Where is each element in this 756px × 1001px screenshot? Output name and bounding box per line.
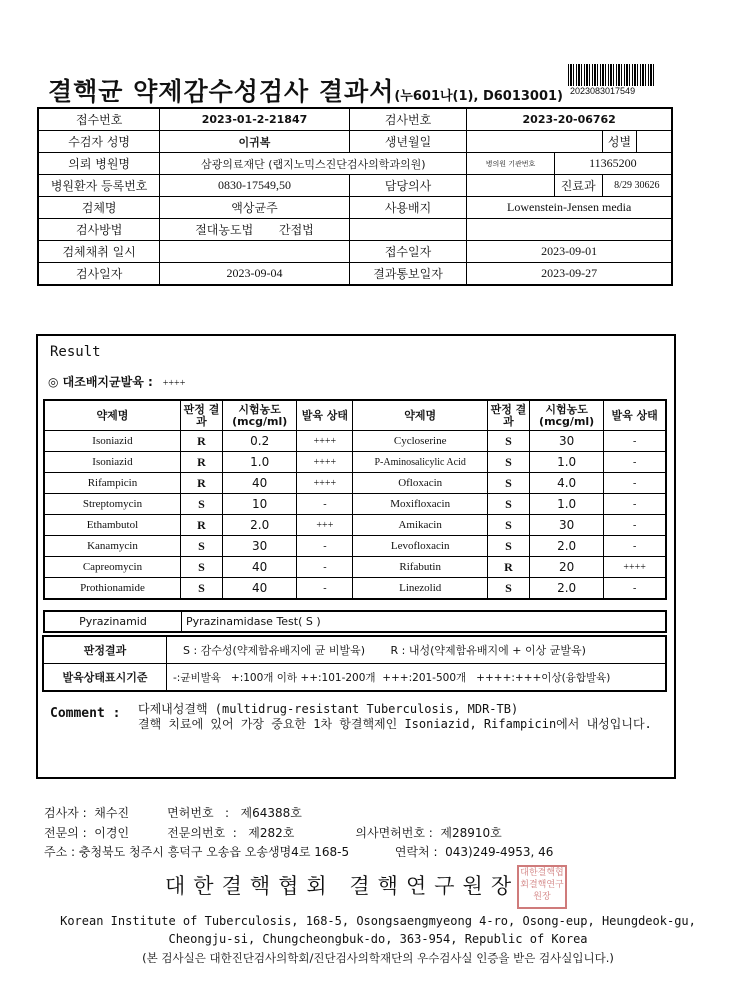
specimen-label: 검체명	[38, 197, 160, 219]
drug-name: Ofloxacin	[353, 473, 487, 494]
drug-name: Moxifloxacin	[353, 494, 487, 515]
drug-result: S	[487, 515, 529, 536]
comment-line-2: 결핵 치료에 있어 가장 중요한 1차 항결핵제인 Isoniazid, Rifampicin에서 내성입니다.	[138, 717, 652, 731]
drug-name: Ethambutol	[44, 515, 180, 536]
title-code: (누601나(1), D6013001)	[394, 89, 563, 104]
reg-no-label: 병원환자 등록번호	[38, 175, 160, 197]
test-date-label: 검사일자	[38, 263, 160, 286]
method-value	[160, 219, 349, 241]
collect-label: 검체채취 일시	[38, 241, 160, 263]
header-conc-right: 시험농도 (mcg/ml)	[530, 400, 604, 431]
method-2: 간접법	[279, 223, 314, 237]
drug-result: S	[487, 494, 529, 515]
table-row	[44, 494, 666, 515]
medium-value: Lowenstein-Jensen media	[467, 197, 672, 219]
control-growth-value: ++++	[162, 378, 186, 389]
drug-growth: -	[604, 431, 666, 452]
test-no: 2023-20-06762	[467, 108, 672, 131]
organization-name: 대한결핵협회 결핵연구원장	[165, 874, 520, 898]
table-row	[44, 473, 666, 494]
drug-growth: -	[297, 494, 353, 515]
comment-text	[138, 702, 658, 732]
footer-specialist: 전문의 : 이경인 전문의번호 : 제282호 의사면허번호 : 제28910호	[44, 826, 502, 840]
drug-name: Rifampicin	[44, 473, 180, 494]
table-row	[44, 536, 666, 557]
address-en-line-1: Korean Institute of Tuberculosis, 168-5, Osongsaengmyeong 4-ro, Osong-eup, Heungdeok-gu,	[60, 914, 696, 928]
control-growth	[48, 373, 185, 390]
drug-growth: ++++	[297, 452, 353, 473]
drug-concentration: 1.0	[223, 452, 297, 473]
header-drug-right: 약제명	[353, 400, 487, 431]
drug-result: S	[180, 578, 222, 600]
doctor-value	[467, 175, 554, 197]
drug-name: Isoniazid	[44, 431, 180, 452]
table-row	[44, 431, 666, 452]
drug-result: S	[487, 431, 529, 452]
drug-result: S	[180, 494, 222, 515]
header-judge-right: 판정 결과	[487, 400, 529, 431]
drug-name: Prothionamide	[44, 578, 180, 600]
report-date-label: 결과통보일자	[349, 263, 467, 286]
empty-cell-a	[349, 219, 467, 241]
institution-code: 11365200	[554, 153, 672, 175]
drug-concentration: 1.0	[530, 452, 604, 473]
judge-legend-label: 판정결과	[43, 636, 167, 664]
drug-name: Levofloxacin	[353, 536, 487, 557]
receipt-date-label: 접수일자	[349, 241, 467, 263]
method-label: 검사방법	[38, 219, 160, 241]
drug-result: S	[487, 452, 529, 473]
reg-no: 0830-17549,50	[160, 175, 349, 197]
drug-growth: ++++	[297, 431, 353, 452]
drug-name: Isoniazid	[44, 452, 180, 473]
judge-legend-value	[167, 636, 667, 664]
sex-label: 성별	[607, 135, 632, 149]
drug-result: R	[180, 452, 222, 473]
patient-name: 이귀복	[160, 131, 349, 153]
dept-label: 진료과	[554, 175, 602, 197]
dept-value: 8/29 30626	[602, 175, 672, 197]
drug-concentration: 30	[223, 536, 297, 557]
comment-line-1: 다제내성결핵 (multidrug-resistant Tuberculosis, MDR-TB)	[138, 702, 519, 716]
footer-examiner: 검사자 : 채수진 면허번호 : 제64388호	[44, 806, 302, 820]
drug-growth: -	[297, 536, 353, 557]
patient-label: 수검자 성명	[38, 131, 160, 153]
empty-cell-b	[467, 219, 672, 241]
drug-concentration: 0.2	[223, 431, 297, 452]
judge-legend-s: S : 감수성(약제함유배지에 균 비발육)	[183, 644, 366, 657]
result-title: Result	[50, 344, 101, 360]
drug-result: R	[487, 557, 529, 578]
drug-growth: +++	[297, 515, 353, 536]
drug-name: Kanamycin	[44, 536, 180, 557]
judge-legend-r: R : 내성(약제함유배지에 + 이상 균발육)	[390, 644, 586, 657]
drug-growth: -	[297, 578, 353, 600]
table-row	[44, 452, 666, 473]
pyrazinamide-table	[43, 610, 667, 633]
control-growth-label: ◎ 대조배지균발육 :	[48, 375, 153, 389]
drug-growth: -	[297, 557, 353, 578]
collect-value	[160, 241, 349, 263]
dob-label: 생년월일	[349, 131, 467, 153]
growth-legend-value: -:균비발육 +:100개 이하 ++:101-200개 +++:201-500개 ++++:+++이상(융합발육)	[167, 664, 667, 692]
drug-name: Streptomycin	[44, 494, 180, 515]
document-title	[48, 72, 563, 108]
drug-concentration: 2.0	[223, 515, 297, 536]
sex-value	[636, 131, 671, 152]
header-drug-left: 약제명	[44, 400, 180, 431]
drug-growth: ++++	[604, 557, 666, 578]
header-conc-left: 시험농도 (mcg/ml)	[223, 400, 297, 431]
table-row	[44, 515, 666, 536]
title-text: 결핵균 약제감수성검사 결과서	[48, 77, 395, 106]
report-date: 2023-09-27	[467, 263, 672, 286]
method-1: 절대농도법	[195, 223, 254, 237]
hospital-label: 의뢰 병원명	[38, 153, 160, 175]
receipt-no: 2023-01-2-21847	[160, 108, 349, 131]
test-date: 2023-09-04	[160, 263, 349, 286]
drug-concentration: 2.0	[530, 578, 604, 600]
receipt-date: 2023-09-01	[467, 241, 672, 263]
drug-growth: -	[604, 494, 666, 515]
test-no-label: 검사번호	[349, 108, 467, 131]
drug-growth: -	[604, 515, 666, 536]
patient-info-table	[37, 107, 673, 286]
drug-result: R	[180, 515, 222, 536]
drug-name: Linezolid	[353, 578, 487, 600]
medium-label: 사용배지	[349, 197, 467, 219]
header-growth-left: 발육 상태	[297, 400, 353, 431]
drug-concentration: 20	[530, 557, 604, 578]
drug-concentration: 40	[223, 473, 297, 494]
drug-result: S	[180, 536, 222, 557]
drug-result: R	[180, 431, 222, 452]
drug-concentration: 40	[223, 578, 297, 600]
drug-result: S	[487, 536, 529, 557]
drug-name: Amikacin	[353, 515, 487, 536]
hospital-name: 삼광의료재단 (랩지노믹스진단검사의학과의원)	[160, 153, 467, 175]
official-seal: 대한결핵협회결핵연구원장	[517, 865, 567, 909]
address-en-line-2: Cheongju-si, Chungcheongbuk-do, 363-954, Republic of Korea	[168, 932, 588, 946]
header-growth-right: 발육 상태	[604, 400, 666, 431]
drug-growth: ++++	[297, 473, 353, 494]
certification-note: (본 검사실은 대한진단검사의학회/진단검사의학재단의 우수검사실 인증을 받은 검사실입니다.)	[142, 951, 614, 965]
pza-value: Pyrazinamidase Test( S )	[182, 611, 667, 632]
footer-address: 주소 : 충청북도 청주시 흥덕구 오송읍 오송생명4로 168-5 연락처 : 043)249-4953, 46	[44, 845, 554, 859]
comment-label: Comment :	[50, 706, 121, 721]
drug-concentration: 40	[223, 557, 297, 578]
drug-concentration: 1.0	[530, 494, 604, 515]
header-judge-left: 판정 결과	[180, 400, 222, 431]
pza-label: Pyrazinamid	[44, 611, 182, 632]
barcode-number: 2023083017549	[570, 86, 636, 96]
doctor-label: 담당의사	[349, 175, 467, 197]
receipt-no-label: 접수번호	[38, 108, 160, 131]
drug-growth: -	[604, 536, 666, 557]
drug-result: S	[487, 578, 529, 600]
drug-growth: -	[604, 473, 666, 494]
drug-result: S	[487, 473, 529, 494]
drug-concentration: 4.0	[530, 473, 604, 494]
drug-result: S	[180, 557, 222, 578]
drug-concentration: 10	[223, 494, 297, 515]
drug-susceptibility-table	[43, 399, 667, 600]
drug-concentration: 2.0	[530, 536, 604, 557]
drug-result: R	[180, 473, 222, 494]
institution-code-label: 병의원 기관번호	[467, 153, 554, 175]
table-row	[44, 578, 666, 600]
specimen-value: 액상균주	[160, 197, 349, 219]
legend-table	[42, 635, 667, 692]
sex-cell	[602, 131, 672, 153]
dob-value	[467, 131, 602, 153]
drug-growth: -	[604, 578, 666, 600]
drug-name: Cycloserine	[353, 431, 487, 452]
barcode	[568, 64, 656, 86]
drug-name: P-Aminosalicylic Acid	[353, 452, 487, 473]
table-row	[44, 557, 666, 578]
drug-name: Rifabutin	[353, 557, 487, 578]
drug-growth: -	[604, 452, 666, 473]
drug-concentration: 30	[530, 515, 604, 536]
drug-concentration: 30	[530, 431, 604, 452]
drug-name: Capreomycin	[44, 557, 180, 578]
growth-legend-label: 발육상태표시기준	[43, 664, 167, 692]
